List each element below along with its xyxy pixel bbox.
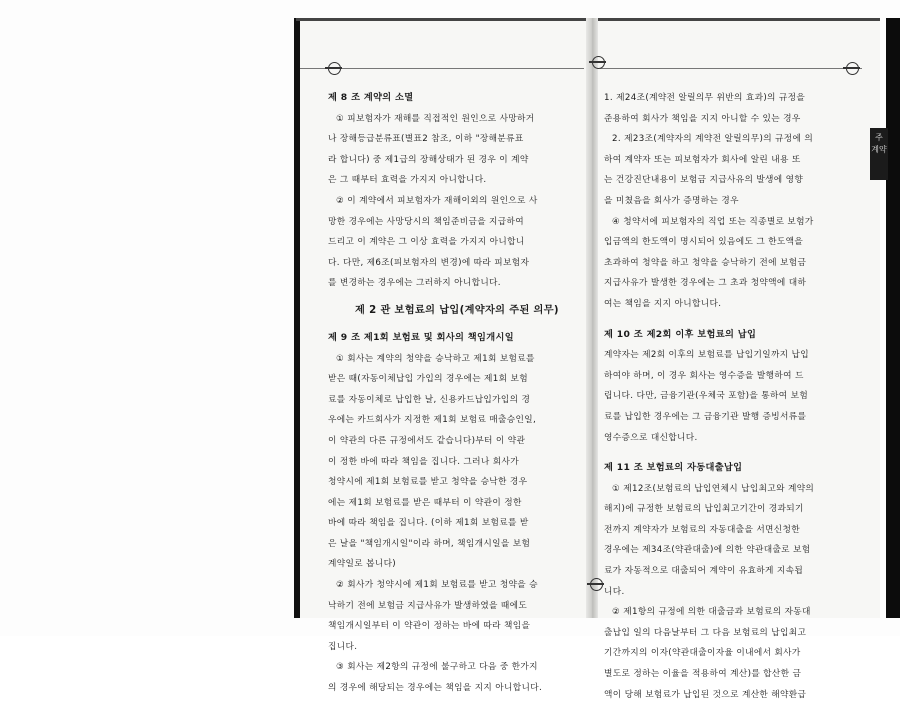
paragraph-gap [604, 448, 854, 458]
body-text-line: 청약시에 제1회 보험료를 받고 청약을 승낙한 경우 [328, 477, 528, 488]
body-text-line: 이 정한 바에 따라 책임을 집니다. 그러나 회사가 [328, 456, 519, 467]
body-text-line: 집니다. [328, 641, 358, 652]
article-heading: 제 8 조 계약의 소멸 [328, 92, 414, 103]
body-text-line: ① 회사는 계약의 청약을 승낙하고 제1회 보험료를 [336, 353, 535, 364]
body-text-line: 다. 다만, 제6조(피보험자의 변경)에 따라 피보험자 [328, 257, 530, 268]
body-text-line: ④ 청약서에 피보험자의 직업 또는 직종별로 보험가 [612, 216, 814, 227]
left-registration-mark-icon [328, 62, 341, 75]
body-text-line: 나 장해등급분류표(별표2 참조, 이하 "장해분류표 [328, 134, 524, 145]
side-tab-label: 주 계약 [871, 133, 887, 154]
body-text-line: 립니다. 다만, 금융기관(우체국 포함)을 통하여 보험 [604, 391, 809, 402]
body-text-line: 영수증으로 대신합니다. [604, 432, 698, 443]
body-text-line: 책임개시일부터 이 약관이 정하는 바에 따라 책임을 [328, 621, 531, 632]
body-text-line: 별도로 정하는 이율을 적용하여 계산)를 합산한 금 [604, 669, 802, 680]
body-text-line: 을 미쳤음을 회사가 증명하는 경우 [604, 195, 739, 206]
body-text-line: 료가 자동적으로 대출되어 계약이 유효하게 지속됩 [604, 566, 804, 577]
body-text-line: 1. 제24조(계약전 알릴의무 위반의 효과)의 규정을 [604, 93, 806, 103]
body-text-line: 기간까지의 이자(약관대출이자율 이내에서 회사가 [604, 648, 801, 659]
scan-right-edge [886, 18, 900, 618]
body-text-line: ② 회사가 청약시에 제1회 보험료를 받고 청약을 승 [336, 580, 538, 591]
body-text-line: 해지)에 규정한 보험료의 납입최고기간이 경과되기 [604, 504, 804, 515]
body-text-line: 하여 계약자 또는 피보험자가 회사에 알린 내용 또 [604, 154, 801, 165]
body-text-line: ③ 회사는 제2항의 규정에 불구하고 다음 중 한가지 [336, 662, 538, 673]
section-heading: 제 2 관 보험료의 납입(계약자의 주된 의무) [355, 304, 559, 316]
article-heading: 제 9 조 제1회 보험료 및 회사의 책임개시일 [328, 331, 514, 343]
left-header-rule [300, 68, 584, 69]
bottom-registration-mark-icon [590, 578, 603, 591]
body-text-line: 여는 책임을 지지 아니합니다. [604, 298, 722, 309]
body-text-line: 출납입 일의 다음날부터 그 다음 보험료의 납입최고 [604, 627, 807, 638]
book-gutter [586, 18, 598, 618]
chapter-side-tab [870, 128, 888, 180]
body-text-line: 은 그 때부터 효력을 가지지 아니합니다. [328, 175, 487, 186]
body-text-line: 이 약관의 다른 규정에서도 같습니다)부터 이 약관 [328, 435, 526, 446]
body-text-line: 드리고 이 계약은 그 이상 효력을 가지지 아니합니 [328, 237, 525, 248]
body-text-line: 의 경우에 해당되는 경우에는 책임을 지지 아니합니다. [328, 683, 543, 694]
body-text-line: 받은 때(자동이체납입 가입의 경우에는 제1회 보험 [328, 374, 529, 385]
body-text-line: 계약자는 제2회 이후의 보험료를 납입기일까지 납입 [604, 350, 810, 361]
right-registration-mark-icon [846, 62, 859, 75]
article-heading: 제 10 조 제2회 이후 보험료의 납입 [604, 328, 757, 340]
body-text-line: ② 제1항의 규정에 의한 대출금과 보험료의 자동대 [612, 607, 811, 618]
left-page-column [328, 88, 586, 699]
body-text-line: 니다. [604, 586, 625, 597]
body-text-line: 2. 제23조(계약자의 계약전 알릴의무)의 규정에 의 [612, 134, 814, 145]
body-text-line: 라 합니다) 중 제1급의 장해상태가 된 경우 이 계약 [328, 154, 529, 165]
body-text-line: 은 날을 "책임개시일"이라 하며, 책임개시일을 보험 [328, 538, 531, 549]
right-header-rule [600, 68, 862, 69]
body-text-line: ① 제12조(보험료의 납입연체시 납입최고와 계약의 [612, 483, 815, 494]
body-text-line: 액이 당해 보험료가 납입된 것으로 계산한 해약환급 [604, 689, 807, 700]
body-text-line: 경우에는 제34조(약관대출)에 의한 약관대출로 보험 [604, 545, 811, 556]
body-text-line: 전까지 계약자가 보험료의 자동대출을 서면신청한 [604, 524, 801, 535]
body-text-line: 초과하여 청약을 하고 청약을 승낙하기 전에 보험금 [604, 257, 807, 268]
body-text-line: 우에는 카드회사가 지정한 제1회 보험료 매출승인일, [328, 415, 537, 426]
body-text-line: 계약일로 봅니다) [328, 559, 397, 570]
body-text-line: 낙하기 전에 보험금 지급사유가 발생하였을 때에도 [328, 600, 528, 611]
body-text-line: ① 피보험자가 재해를 직접적인 원인으로 사망하거 [336, 113, 535, 124]
body-text-line: 하여야 하며, 이 경우 회사는 영수증을 발행하여 드 [604, 370, 804, 381]
body-text-line: 준용하여 회사가 책임을 지지 아니할 수 있는 경우 [604, 113, 801, 124]
body-text-line: 망한 경우에는 사망당시의 책임준비금을 지급하여 [328, 216, 525, 227]
right-page-column [604, 88, 854, 705]
body-text-line: 입금액의 한도액이 명시되어 있음에도 그 한도액을 [604, 237, 804, 248]
body-text-line: ② 이 계약에서 피보험자가 재해이외의 원인으로 사 [336, 195, 538, 206]
body-text-line: 료를 자동이체로 납입한 날, 신용카드납입가입의 경 [328, 394, 531, 405]
body-text-line: 는 건강진단내용이 보험금 지급사유의 발생에 영향 [604, 175, 804, 186]
body-text-line: 를 변경하는 경우에는 그러하지 아니합니다. [328, 278, 501, 289]
body-text-line: 료를 납입한 경우에는 그 금융기관 발행 증빙서류를 [604, 411, 807, 422]
body-text-line: 지급사유가 발생한 경우에는 그 초과 청약액에 대하 [604, 278, 807, 289]
paragraph-gap [604, 315, 854, 325]
article-heading: 제 11 조 보험료의 자동대출납입 [604, 462, 743, 474]
scan-left-edge [294, 18, 300, 618]
body-text-line: 바에 따라 책임을 집니다. (이하 제1회 보험료를 받 [328, 518, 529, 529]
body-text-line: 에는 제1회 보험료를 받은 때부터 이 약관이 정한 [328, 497, 522, 508]
center-registration-mark-icon [592, 56, 605, 69]
